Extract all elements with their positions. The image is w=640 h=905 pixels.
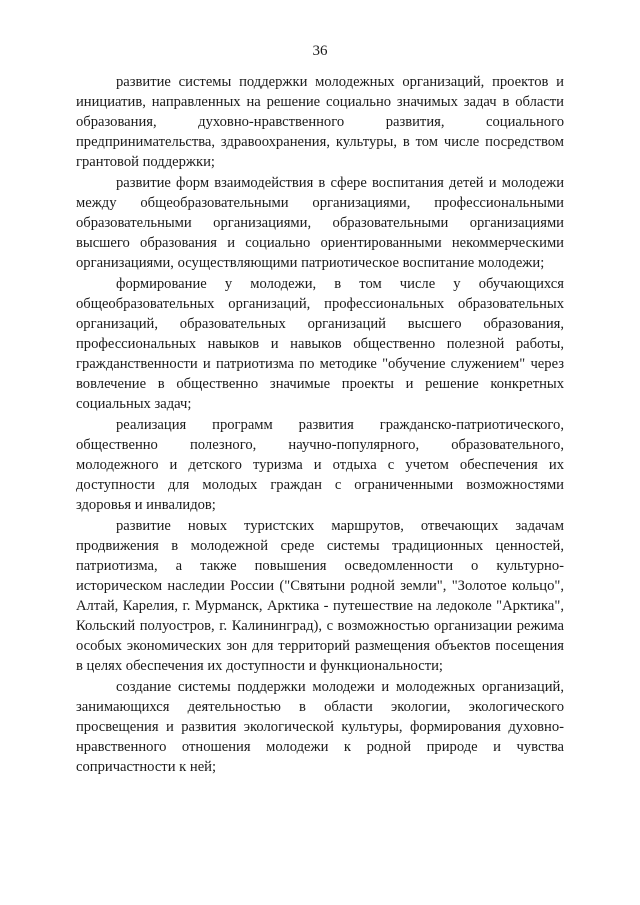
paragraph: развитие форм взаимодействия в сфере воспитания детей и молодежи между общеобразовательными организациями, профессиональными образовательными организациями, образовательными организациями высшего образования и социально ориентированными некоммерческими организациями, осуществляющими патриотическое воспитание молодежи; — [76, 175, 564, 271]
paragraph: создание системы поддержки молодежи и молодежных организаций, занимающихся деятельностью в области экологии, экологического просвещения и развития экологической культуры, формирования духовно-нравственного отношения молодежи к родной природе и чувства сопричастности к ней; — [76, 679, 564, 775]
document-body — [76, 72, 564, 777]
paragraph: реализация программ развития гражданско-патриотического, общественно полезного, научно-популярного, образовательного, молодежного и детского туризма и отдыха с учетом обеспечения их доступности для молодых граждан с ограниченными возможностями здоровья и инвалидов; — [76, 417, 564, 513]
page-number: 36 — [312, 43, 328, 59]
paragraph: развитие новых туристских маршрутов, отвечающих задачам продвижения в молодежной среде системы традиционных ценностей, патриотизма, а также повышения осведомленности о культурно-историческом наследии России ("Святыни родной земли", "Золотое кольцо", Алтай, Карелия, г. Мурманск, Арктика - путешествие на ледоколе "Арктика", Кольский полуостров, г. Калининград), с возможностью организации режима особых экономических зон для территорий размещения объектов посещения в целях обеспечения их доступности и функциональности; — [76, 518, 564, 674]
paragraph: формирование у молодежи, в том числе у обучающихся общеобразовательных организаций, профессиональных образовательных организаций, образовательных организаций высшего образования, профессиональных навыков и навыков общественно полезной работы, гражданственности и патриотизма по методике "обучение служением" через вовлечение в общественно значимые проекты и решение конкретных социальных задач; — [76, 276, 564, 412]
paragraph: развитие системы поддержки молодежных организаций, проектов и инициатив, направленных на решение социально значимых задач в области образования, духовно-нравственного развития, социального предпринимательства, здравоохранения, культуры, в том числе посредством грантовой поддержки; — [76, 74, 564, 170]
